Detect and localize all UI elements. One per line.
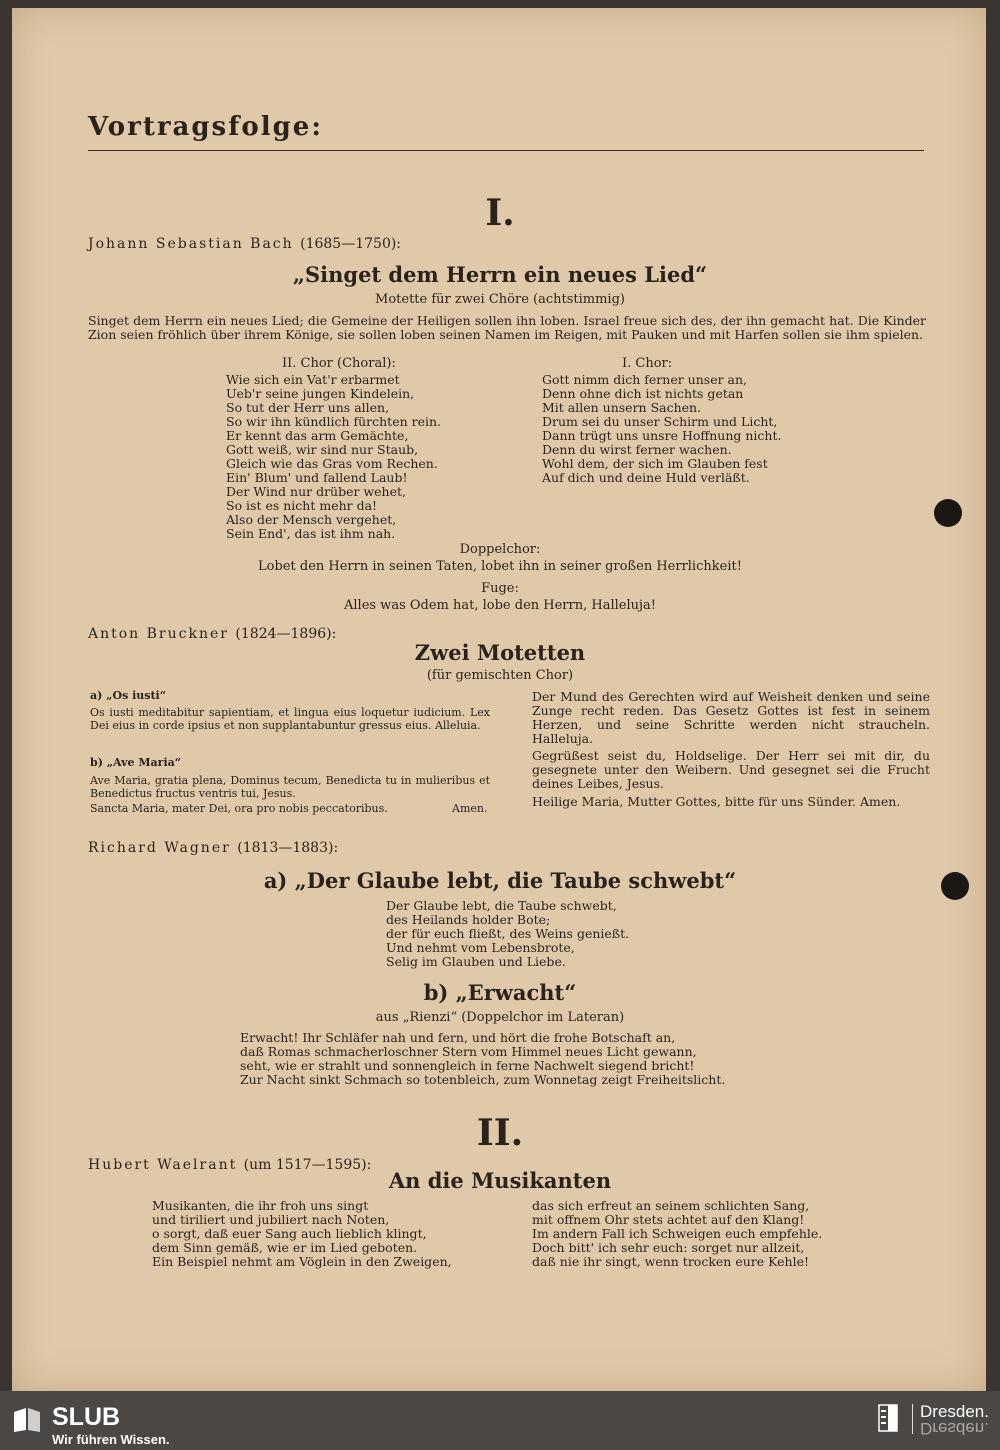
composer-bruckner-years: (1824—1896): (235, 626, 337, 642)
composer-wagner (88, 840, 338, 856)
bruckner-de-c: Heilige Maria, Mutter Gottes, bitte für uns Sünder. Amen. (532, 794, 901, 809)
waelrant-left: Musikanten, die ihr froh uns singt und tiriliert und jubiliert nach Noten, o sorgt, daß euer Sang auch lieblich klingt, dem Sinn gemäß, wie er im Lied geboten. Ein Beispiel nehmt am Vöglein in den Zweigen, (152, 1198, 452, 1269)
slub-logo-icon (12, 1404, 42, 1434)
wagner-text-b: Erwacht! Ihr Schläfer nah und fern, und hört die frohe Botschaft an, daß Romas schmacherloschner Stern vom Himmel neues Licht gewann, seht, wie er strahlt und sonnengleich in ferne Nachwelt siegend bricht! Zur Nacht sinkt Schmach so totenbleich, zum Wonnetag zeigt Freiheitslicht. (240, 1030, 726, 1087)
bach-choir2-head: II. Chor (Choral): (282, 356, 396, 371)
slub-tagline: Wir führen Wissen. (52, 1432, 170, 1447)
bach-title: „Singet dem Herrn ein neues Lied“ (292, 262, 708, 287)
punch-hole (934, 499, 962, 527)
bruckner-a-head: a) „Os iusti“ (90, 689, 167, 702)
bruckner-subtitle: (für gemischten Chor) (426, 668, 574, 683)
bach-fugue-head: Fuge: (481, 581, 519, 596)
bruckner-a-text: Os iusti meditabitur sapientiam, et lingua eius loquetur iudicium. Lex Dei eius in corde ipsius et non supplantabuntur gressus eius. Alleluia. (90, 706, 490, 732)
bach-choir1-text: Gott nimm dich ferner unser an, Denn ohne dich ist nichts getan Mit allen unsern Sachen. Drum sei du unser Schirm und Licht, Dann trügt uns unsre Hoffnung nicht. Denn du wirst ferner wachen. Wohl dem, der sich im Glauben fest Auf dich und deine Huld verläßt. (542, 372, 782, 485)
bruckner-title: Zwei Motetten (414, 640, 586, 665)
part-two-label: II. (476, 1112, 524, 1154)
wagner-title-b: b) „Erwacht“ (423, 980, 577, 1005)
slub-name[interactable]: SLUB (52, 1403, 121, 1431)
composer-bach (88, 236, 401, 252)
bach-intro: Singet dem Herrn ein neues Lied; die Gemeine der Heiligen sollen ihn loben. Israel freue sich des, der ihn gemacht hat. Die Kinder Zion seien fröhlich über ihrem Könige, sie sollen loben seinen Namen im Reigen, mit Pauken und mit Harfen sollen sie ihm spielen. (88, 313, 926, 342)
composer-bruckner-name: Anton Bruckner (88, 626, 229, 642)
dresden-crest-icon (878, 1404, 898, 1432)
punch-hole (941, 872, 969, 900)
bruckner-de-a: Der Mund des Gerechten wird auf Weisheit denken und seine Zunge recht reden. Das Gesetz Gottes ist fest in seinem Herzen, und seine Schritte werden nicht straucheln. Halleluja. (532, 689, 930, 746)
wagner-title-a: a) „Der Glaube lebt, die Taube schwebt“ (263, 868, 737, 893)
wagner-text-a: Der Glaube lebt, die Taube schwebt, des Heilands holder Bote; der für euch fließt, des Weins genießt. Und nehmt vom Lebensbrote, Selig im Glauben und Liebe. (386, 898, 630, 969)
composer-waelrant-years: (um 1517—1595): (243, 1157, 372, 1173)
bruckner-de-b: Gegrüßest seist du, Holdselige. Der Herr sei mit dir, du gesegnete unter den Weibern. Und gesegnet sei die Frucht deines Leibes, Jesus. (532, 748, 930, 791)
part-one-label: I. (485, 192, 515, 234)
bach-fugue-text: Alles was Odem hat, lobe den Herrn, Halleluja! (343, 598, 656, 613)
bruckner-b-head: b) „Ave Maria“ (90, 756, 182, 769)
heading-rule (88, 150, 924, 151)
bruckner-b-text2: Sancta Maria, mater Dei, ora pro nobis peccatoribus. (90, 802, 388, 815)
bach-subtitle: Motette für zwei Chöre (achtstimmig) (375, 292, 625, 307)
bach-double-head: Doppelchor: (459, 542, 541, 557)
bach-choir1-head: I. Chor: (622, 356, 673, 371)
composer-bach-name: Johann Sebastian Bach (88, 236, 294, 252)
wagner-subtitle-b: aus „Rienzi“ (Doppelchor im Lateran) (375, 1010, 625, 1025)
footer-separator (912, 1404, 913, 1434)
bruckner-b-amen: Amen. (452, 802, 488, 815)
dresden-name[interactable]: Dresden. (920, 1402, 989, 1421)
dresden-name-reflection: Dresden. (920, 1419, 989, 1438)
composer-wagner-years: (1813—1883): (237, 840, 339, 856)
bach-choir2-text: Wie sich ein Vat'r erbarmet Ueb'r seine jungen Kindelein, So tut der Herr uns allen, So wir ihn kündlich fürchten rein. Er kennt das arm Gemächte, Gott weiß, wir sind nur Staub, Gleich wie das Gras vom Rechen. Ein' Blum' und fallend Laub! Der Wind nur drüber wehet, So ist es nicht mehr da! Also der Mensch vergehet, Sein End', das ist ihm nah. (226, 372, 442, 541)
waelrant-right: das sich erfreut an seinem schlichten Sang, mit offnem Ohr stets achtet auf den Klang! Im andern Fall ich Schweigen euch empfehle. Doch bitt' ich sehr euch: sorget nur allzeit, daß nie ihr singt, wenn trocken eure Kehle! (532, 1198, 823, 1269)
page-heading: Vortragsfolge: (88, 112, 323, 142)
composer-waelrant-name: Hubert Waelrant (88, 1157, 238, 1173)
composer-bach-years: (1685—1750): (300, 236, 402, 252)
composer-wagner-name: Richard Wagner (88, 840, 231, 856)
waelrant-title: An die Musikanten (388, 1168, 612, 1193)
bruckner-b-text: Ave Maria, gratia plena, Dominus tecum, Benedicta tu in mulieribus et Benedictus fructus ventris tui, Jesus. (90, 774, 490, 800)
bach-double-text: Lobet den Herrn in seinen Taten, lobet ihn in seiner großen Herrlichkeit! (258, 559, 742, 574)
